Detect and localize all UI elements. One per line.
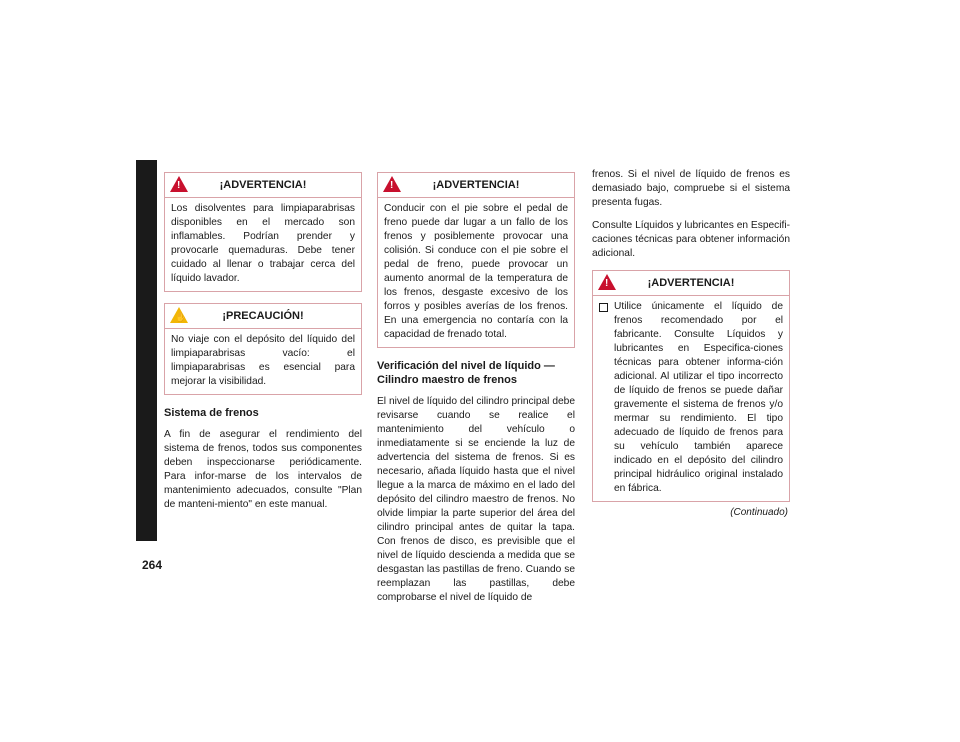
caution-text: No viaje con el depósito del líquido del limpiaparabrisas vacío: el limpiaparabrisas es esencial para mejorar la visibilidad.	[171, 334, 355, 387]
brakes-paragraph: A fin de asegurar el rendimiento del sistema de frenos, todos sus componentes deben inspeccionarse periódicamente. Para infor-marse de los intervalos de mantenimiento adecuados, consulte "Plan de manteni-miento" en este manual.	[164, 429, 362, 510]
right-column	[592, 168, 790, 519]
section-heading-fluid-check: Verificación del nivel de líquido — Cilindro maestro de frenos	[377, 360, 555, 386]
warning-body	[593, 296, 789, 501]
caution-box	[164, 303, 362, 395]
warning-box	[164, 172, 362, 292]
warning-text: Conducir con el pie sobre el pedal de freno puede dar lugar a un fallo de los frenos y posiblemente provocar una colisión. Si conduce con el pie sobre el pedal de freno, puede provocar un aumento anormal de la temperatura de los frenos, desgaste excesivo de los forros y posibles averías de los frenos. En una emergencia no contaría con la capacidad de frenado total.	[384, 203, 568, 340]
continued-label: (Continuado)	[730, 507, 788, 518]
caution-header	[165, 304, 361, 329]
square-bullet-icon	[599, 303, 608, 312]
warning-header	[165, 173, 361, 198]
warning-box	[592, 270, 790, 502]
fluid-check-paragraph: El nivel de líquido del cilindro principal debe revisarse cuando se realice el mantenimiento del vehículo o inmediatamente si se enciende la luz de advertencia del sistema de frenos. Si es necesario, añada líquido hasta que el nivel llegue a la marca de máximo en el lado del depósito del cilindro maestro de frenos. No olvide limpiar la parte superior del área del cilindro principal antes de quitar la tapa. Con frenos de disco, es previsible que el nivel de líquido descienda a medida que se desgastan las pastillas de freno. Cuando se reemplazan las pastillas, debe comprobarse el nivel de líquido de	[377, 396, 575, 603]
bullet-item	[599, 300, 783, 496]
page-number: 264	[142, 558, 163, 572]
exclamation-icon: !	[177, 180, 181, 191]
warning-header	[378, 173, 574, 198]
bullet-text: Utilice únicamente el líquido de frenos recomendado por el fabricante. Consulte Líquidos y lubricantes en Especifica-ciones técnicas para obtener informa-ción adicional. Al utilizar el tipo incorrecto de líquido de frenos se puede dañar gravemente el sistema de frenos y/o mermar su rendimiento. El tipo adecuado de líquido de frenos para su vehículo también aparece indicado en el depósito del cilindro principal hidráulico original instalado en fábrica.	[614, 301, 783, 494]
warning-title: ¡ADVERTENCIA!	[647, 277, 735, 289]
warning-title: ¡ADVERTENCIA!	[432, 179, 520, 191]
caution-title: ¡PRECAUCIÓN!	[222, 310, 304, 322]
exclamation-icon: !	[605, 278, 609, 289]
middle-column	[377, 172, 575, 614]
warning-box	[377, 172, 575, 348]
specifications-paragraph: Consulte Líquidos y lubricantes en Especifi-caciones técnicas para obtener información adicional.	[592, 220, 790, 259]
warning-title: ¡ADVERTENCIA!	[219, 179, 307, 191]
fluid-leak-paragraph: frenos. Si el nivel de líquido de frenos es demasiado bajo, compruebe si el sistema presenta fugas.	[592, 169, 790, 208]
warning-text: Los disolventes para limpiaparabrisas disponibles en el mercado son inflamables. Podrían prender y provocarle quemaduras. Debe tener cuidado al llenar o trabajar cerca del líquido lavador.	[171, 203, 355, 284]
section-title: SERVICIO Y MANTENIMIENTO	[274, 402, 290, 618]
left-column	[164, 172, 362, 521]
exclamation-icon: !	[390, 180, 394, 191]
hand-icon: ✋	[175, 312, 187, 322]
section-heading-brakes: Sistema de frenos	[164, 407, 259, 419]
warning-header	[593, 271, 789, 296]
